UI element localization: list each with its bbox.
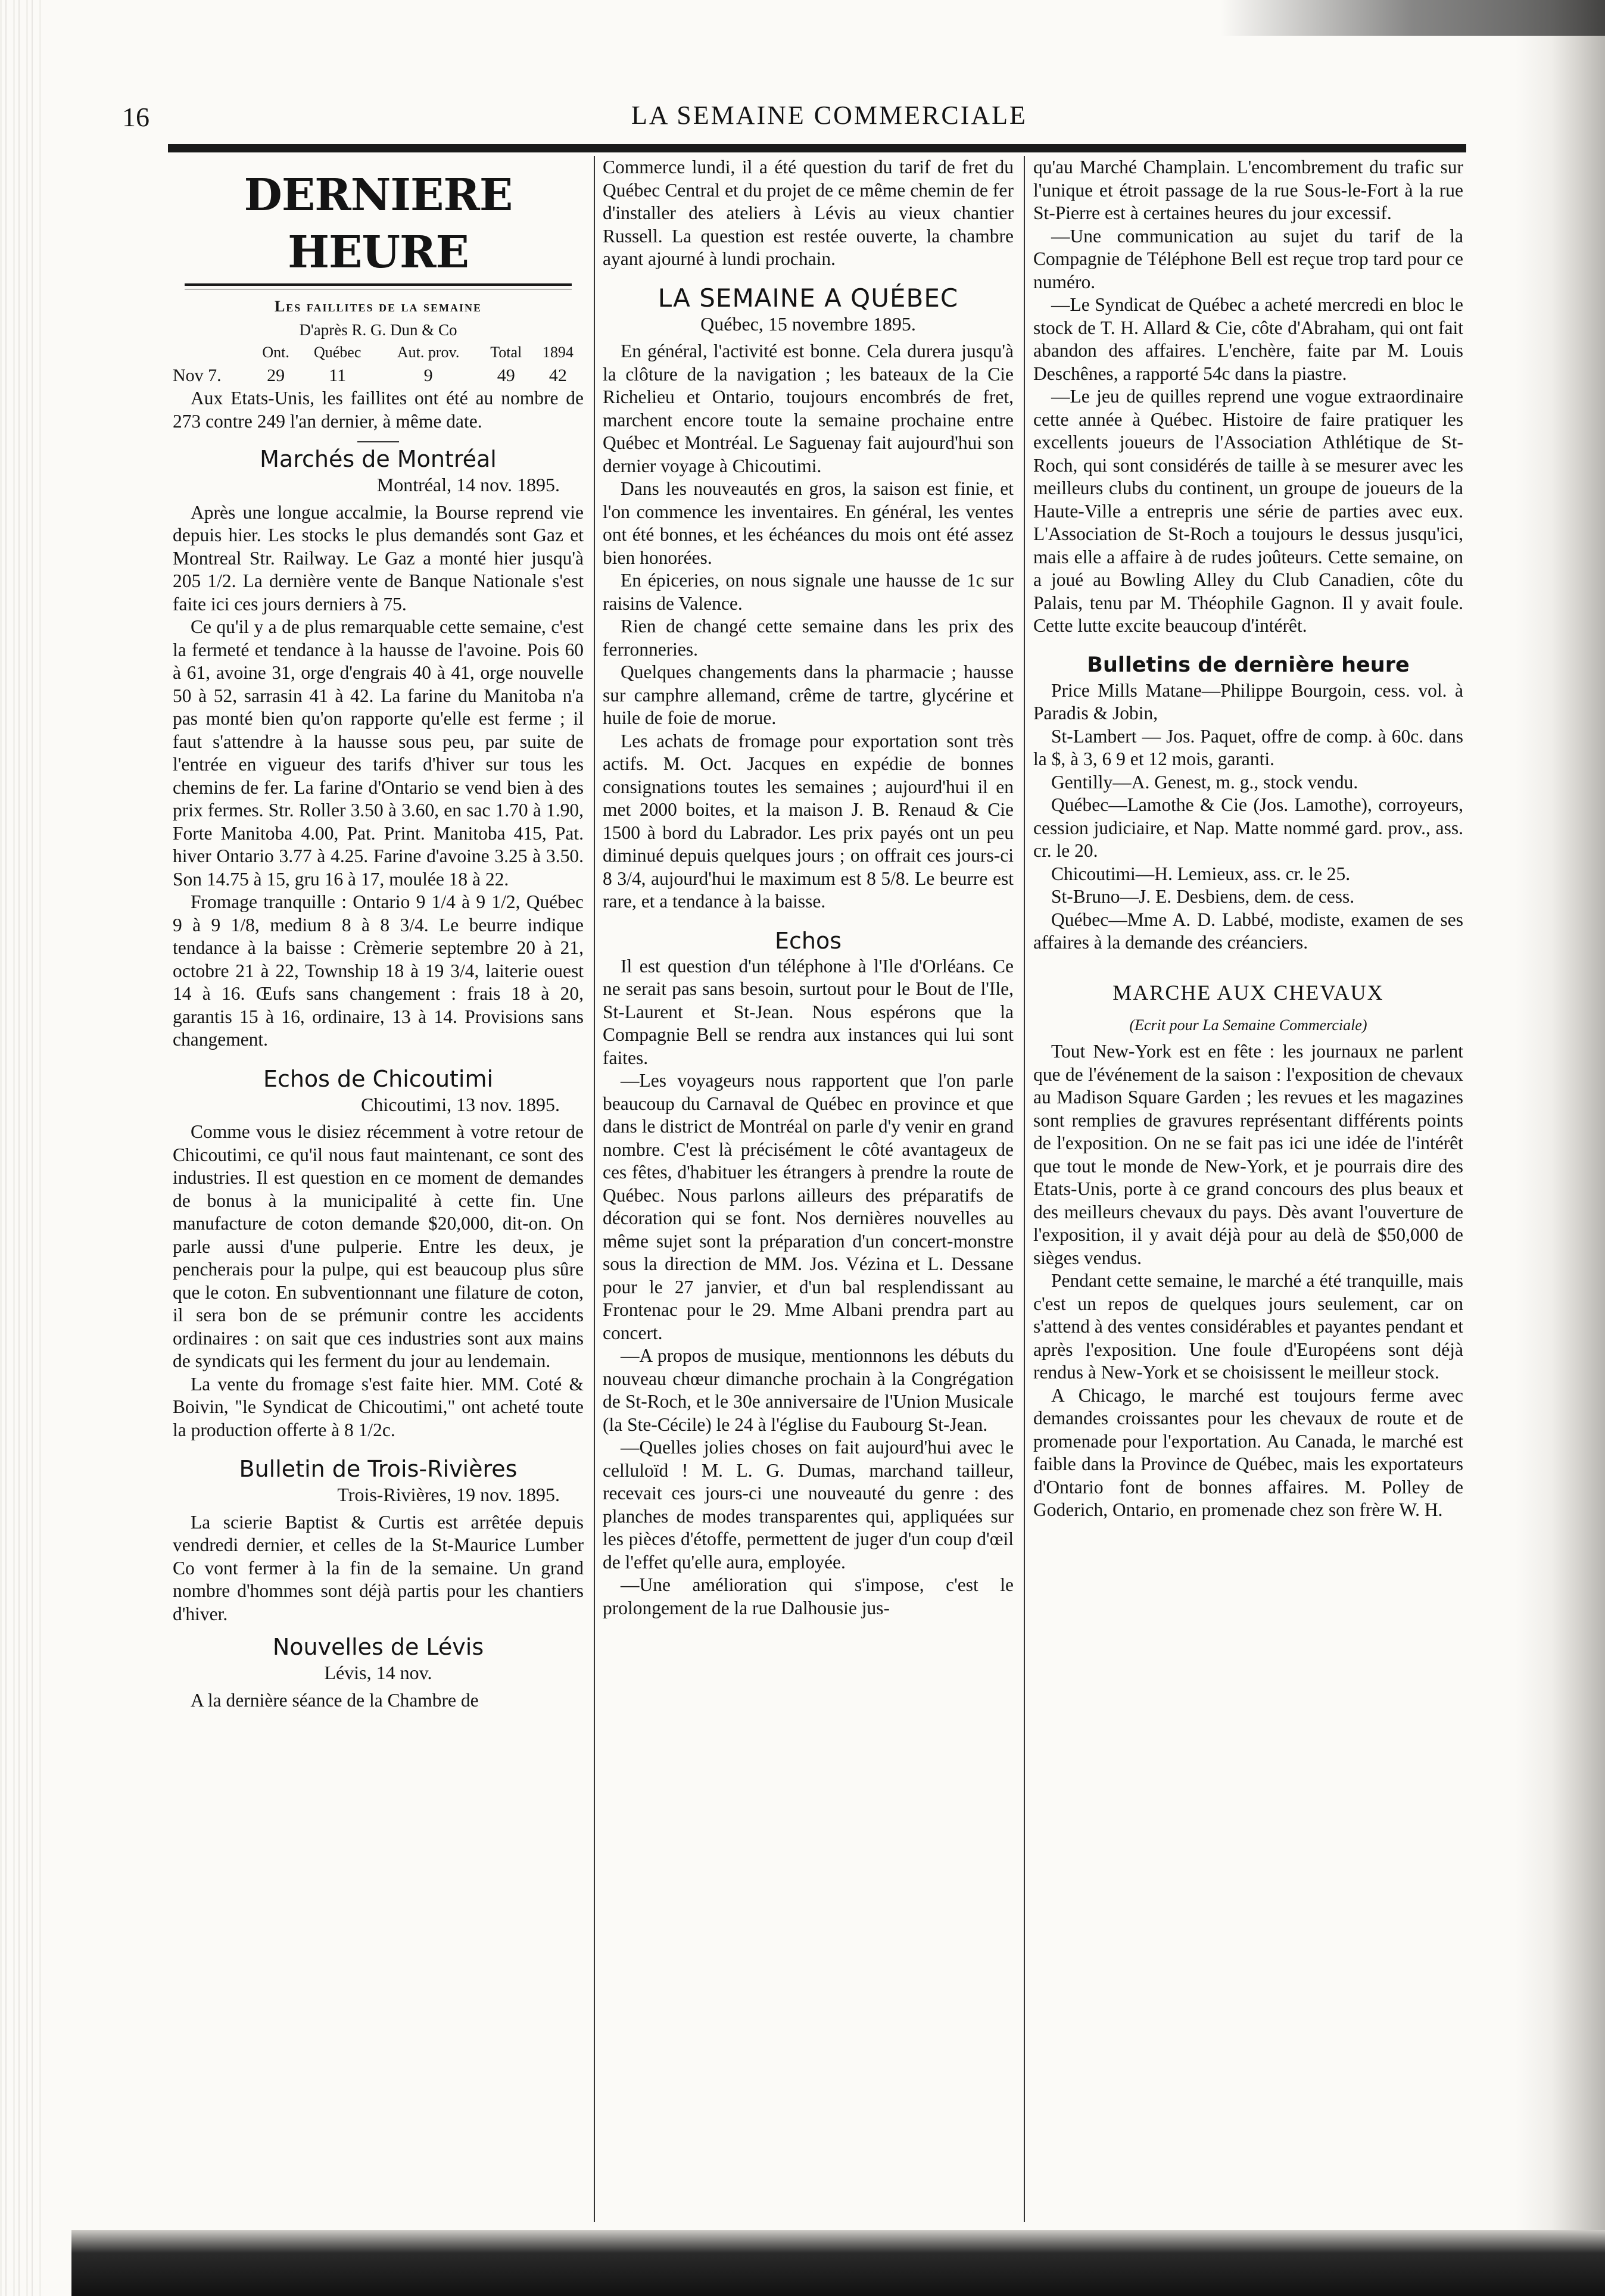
section-rule	[357, 441, 399, 442]
column-1	[173, 156, 584, 1712]
paragraph: A la dernière séance de la Chambre de	[191, 1689, 479, 1711]
dateline: Chicoutimi, 13 nov. 1895.	[361, 1093, 560, 1115]
paragraph: —Le jeu de quilles reprend une vogue extraordinaire cette année à Québec. Histoire de faire pratiquer les excellents joueurs de l'Association Athlétique de St-Roch, qui sont considérés de taille à se mesurer avec les meilleurs clubs du continent, un groupe de joueurs de la Haute-Ville a entrepris une série de parties avec eux. L'Association de St-Roch a toujours le dessus jusqu'ici, mais elle a affaire à de rudes joûteurs. Cette semaine, on a joué au Bowling Alley du Club Canadien, côte du Palais, tenu par M. Théophile Gagnon. Il y avait foule. Cette lutte excite beaucoup d'intérêt.	[1033, 386, 1463, 636]
paragraph: Après une longue accalmie, la Bourse reprend vie depuis hier. Les stocks le plus demandés sont Gaz et Montreal Str. Railway. Le Gaz a monté hier jusqu'à 205 1/2. La dernière vente de Banque Nationale s'est faite ici ces jours derniers à 75.	[173, 501, 584, 614]
column-3	[1033, 156, 1463, 1522]
paragraph: Quelques changements dans la pharmacie ; hausse sur camphre allemand, crême de tartre, glycérine et huile de foie de morue.	[603, 662, 1014, 728]
dateline: Lévis, 14 nov.	[324, 1662, 432, 1683]
dateline: Montréal, 14 nov. 1895.	[376, 474, 560, 495]
paragraph: —Une amélioration qui s'impose, c'est le prolongement de la rue Dalhousie jus-	[603, 1574, 1014, 1618]
faillites-table	[173, 341, 584, 387]
paragraph: Gentilly—A. Genest, m. g., stock vendu.	[1051, 771, 1358, 793]
table-cell: Nov 7.	[173, 365, 222, 385]
paragraph: Comme vous le disiez récemment à votre retour de Chicoutimi, ce qu'il nous faut maintenant, ce sont des industries. Il est question en ce moment de demandes de bonus à la municipalité à cette fin. Une manufacture de coton demande $20,000, dit-on. On parle aussi d'une pulperie. Entre les deux, je pencherais pour la pulpe, qui est beaucoup plus sûre que le coton. En subventionnant une filature de coton, il sera bon de se prémunir contre les accidents ordinaires : on sait que ces industries sont aux mains de syndicats qui les ferment du jour au lendemain.	[173, 1121, 584, 1371]
section-title-chicoutimi: Echos de Chicoutimi	[263, 1065, 494, 1092]
table-cell: 9	[423, 365, 433, 385]
title-rule	[185, 283, 572, 289]
table-cell: 49	[497, 365, 515, 385]
table-header-row	[173, 341, 584, 364]
section-title-quebec: LA SEMAINE A QUÉBEC	[657, 283, 959, 313]
paragraph: Rien de changé cette semaine dans les prix des ferronneries.	[603, 616, 1014, 660]
scan-edge-bottom	[71, 2230, 1605, 2296]
section-title-bulletins: Bulletins de dernière heure	[1087, 653, 1410, 677]
column-divider	[594, 156, 595, 2222]
paragraph: La scierie Baptist & Curtis est arrêtée depuis vendredi dernier, et celles de la St-Maurice Lumber Co vont fermer à la fin de la semaine. Un grand nombre d'hommes sont déjà partis pour les chantiers d'hiver.	[173, 1511, 584, 1624]
page-number: 16	[122, 102, 149, 132]
paragraph: En général, l'activité est bonne. Cela durera jusqu'à la clôture de la navigation ; les bateaux de la Cie Richelieu et Ontario, toujours encombrés de fret, marchent encore toute la semaine prochaine entre Québec et Montréal. Le Saguenay fait aujourd'hui son dernier voyage à Chicoutimi.	[603, 341, 1014, 476]
table-header-cell: Ont.	[262, 344, 289, 361]
table-cell: 11	[329, 365, 347, 385]
faillites-source: D'après R. G. Dun & Co	[299, 320, 457, 339]
table-row	[173, 364, 584, 388]
section-title-echos: Echos	[774, 927, 842, 954]
paragraph: A Chicago, le marché est toujours ferme avec demandes croissantes pour les chevaux de route et de promenade pour l'exportation. Au Canada, le marché est faible dans la Province de Québec, mais les exportateurs d'Ontario font de bonnes affaires. M. Polley de Goderich, Ontario, en promenade chez son frère W. H.	[1033, 1384, 1463, 1520]
paragraph: —Les voyageurs nous rapportent que l'on parle beaucoup du Carnaval de Québec en province et que dans le district de Montréal on parle d'y venir en grand nombre. C'est là précisément le côté avantageux de ces fêtes, d'habituer les étrangers à prendre la route de Québec. Nous parlons ailleurs des préparatifs de décoration qui se font. Nos dernières nouvelles au même sujet sont la préparation d'un concert-monstre sous la direction de MM. Jos. Vézina et L. Dessane pour le 27 janvier, et d'un bal resplendissant au Frontenac pour le 29. Mme Albani prendra part au concert.	[603, 1070, 1014, 1343]
table-header-cell: Aut. prov.	[397, 344, 460, 361]
table-header-cell	[173, 341, 253, 364]
paragraph: —Le Syndicat de Québec a acheté mercredi en bloc le stock de T. H. Allard & Cie, côte d'Abraham, qui ont fait abandon des affaires. L'enchère, faite par M. Louis Deschênes, a rapporté 54c dans la piastre.	[1033, 294, 1463, 384]
main-title: DERNIERE HEURE	[244, 170, 513, 278]
paragraph: Fromage tranquille : Ontario 9 1/4 à 9 1/2, Québec 9 à 9 1/8, medium 8 à 8 3/4. Le beurre indique tendance à la baisse : Crèmerie septembre 20 à 21, octobre 21 à 22, Township 18 à 19 3/4, laiterie ouest 14 à 16. Œufs sans changement : frais 18 à 20, garantis 15 à 16, ordinaire, 13 à 14. Provisions sans changement.	[173, 891, 584, 1050]
paragraph: Price Mills Matane—Philippe Bourgoin, cess. vol. à Paradis & Jobin,	[1033, 679, 1463, 723]
scan-edge-top	[1221, 0, 1605, 36]
paragraph: Les achats de fromage pour exportation sont très actifs. M. Oct. Jacques en expédie de bonnes consignations toutes les semaines ; aujourd'hui il en met 2000 boites, et la maison J. B. Renaud & Cie 1500 à bord du Labrador. Les prix payés ont un peu diminué depuis quelques jours ; on offrait ces jours-ci 8 3/4, aujourd'hui le maximum est 8 5/8. Le beurre est rare, et a tendance à la baisse.	[603, 730, 1014, 912]
dateline: Trois-Rivières, 19 nov. 1895.	[337, 1484, 560, 1505]
table-header-cell: Total	[490, 344, 522, 361]
table-header-cell: 1894	[542, 344, 574, 361]
table-cell: 42	[548, 365, 567, 385]
section-title-chevaux: MARCHE AUX CHEVAUX	[1112, 980, 1384, 1004]
scan-edge-right	[1516, 0, 1605, 2296]
paragraph: —A propos de musique, mentionnons les débuts du nouveau chœur dimanche prochain à la Congrégation de St-Roch, et le 30e anniversaire de l'Union Musicale (la Ste-Cécile) le 24 à l'église du Faubourg St-Jean.	[603, 1345, 1014, 1435]
paragraph: Québec—Lamothe & Cie (Jos. Lamothe), corroyeurs, cession judiciaire, et Nap. Matte nommé gard. prov., ass. cr. le 20.	[1033, 794, 1463, 861]
dateline: Québec, 15 novembre 1895.	[700, 313, 916, 335]
masthead: LA SEMAINE COMMERCIALE	[631, 101, 1027, 130]
paragraph: Commerce lundi, il a été question du tarif de fret du Québec Central et du projet de ce même chemin de fer d'installer des ateliers à Lévis au vieux chantier Russell. La question est restée ouverte, la chambre ayant ajourné à lundi prochain.	[603, 157, 1014, 269]
table-cell: 29	[267, 365, 285, 385]
column-divider	[1024, 156, 1025, 2222]
column-2	[603, 156, 1014, 1620]
byline-note: (Ecrit pour La Semaine Commerciale)	[1129, 1016, 1367, 1034]
section-title-montreal: Marchés de Montréal	[260, 446, 497, 472]
paragraph: La vente du fromage s'est faite hier. MM. Coté & Boivin, "le Syndicat de Chicoutimi," ont acheté toute la production offerte à 8 1/2c.	[173, 1373, 584, 1440]
paragraph: Pendant cette semaine, le marché a été tranquille, mais c'est un repos de quelques jours seulement, car on s'attend à des ventes considérables et payantes pendant et après l'exposition. Une foule d'Européens sont déjà rendus à New-York et se choisissent le meilleur stock.	[1033, 1270, 1463, 1383]
table-header-cell: Québec	[313, 344, 361, 361]
paragraph: Ce qu'il y a de plus remarquable cette semaine, c'est la fermeté et tendance à la hausse de l'avoine. Pois 60 à 61, avoine 31, orge d'engrais 40 à 41, orge nouvelle 50 à 52, sarrasin 41 à 42. La farine du Manitoba n'a pas monté bien qu'on rapporte qu'elle est ferme ; il faut s'attendre à la hausse sous peu, par suite de l'entrée en vigueur des tarifs d'hiver sur tous les chemins de fer. La farine d'Ontario se vend bien à des prix fermes. Str. Roller 3.50 à 3.60, en sac 1.70 à 1.90, Forte Manitoba 4.00, Pat. Print. Manitoba 415, Pat. hiver Ontario 3.77 à 4.25. Farine d'avoine 3.25 à 3.50. Son 14.75 à 15, gru 16 à 17, moulée 18 à 22.	[173, 616, 584, 890]
paragraph: Tout New-York est en fête : les journaux ne parlent que de l'événement de la saison : l'exposition de chevaux au Madison Square Garden ; les revues et les magazines sont remplies de gravures représentant différents points de l'exposition. On ne se fait pas ici une idée de l'intérêt que tout le monde de New-York, et je pourrais dire des Etats-Unis, porte à ce grand concours des plus beaux et des meilleurs chevaux du pays. Dès avant l'ouverture de l'exposition, il y avait déjà pour au delà de $50,000 de sièges vendus.	[1033, 1041, 1463, 1268]
paragraph: Il est question d'un téléphone à l'Ile d'Orléans. Ce ne serait pas sans besoin, surtout pour le Bout de l'Ile, St-Laurent et St-Jean. Nous espérons que la Compagnie Bell se rendra aux instances qui lui sont faites.	[603, 955, 1014, 1068]
header-rule	[168, 144, 1466, 152]
paragraph: St-Bruno—J. E. Desbiens, dem. de cess.	[1051, 886, 1355, 907]
paragraph: —Quelles jolies choses on fait aujourd'hui avec le celluloïd ! M. L. G. Dumas, marchand tailleur, recevait ces jours-ci une nouveauté du genre : des planches de modes transparentes qui, appliquées sur les pièces d'étoffe, permettent de juger d'un coup d'œil de l'effet qu'elle aura, employée.	[603, 1437, 1014, 1573]
paragraph: Québec—Mme A. D. Labbé, modiste, examen de ses affaires à la demande des créanciers.	[1033, 909, 1463, 953]
paragraph: Dans les nouveautés en gros, la saison est finie, et l'on commence les inventaires. En général, les ventes ont été bonnes, et les échéances du mois ont été assez bien honorées.	[603, 478, 1014, 568]
paragraph: En épiceries, on nous signale une hausse de 1c sur raisins de Valence.	[603, 570, 1014, 614]
paragraph: qu'au Marché Champlain. L'encombrement du trafic sur l'unique et étroit passage de la rue Sous-le-Fort à la rue St-Pierre est à certaines heures du jour excessif.	[1033, 157, 1463, 223]
section-title-levis: Nouvelles de Lévis	[272, 1634, 484, 1660]
section-title-trois-rivieres: Bulletin de Trois-Rivières	[239, 1456, 518, 1482]
paragraph: St-Lambert — Jos. Paquet, offre de comp. à 60c. dans la $, à 3, 6 9 et 12 mois, garanti.	[1033, 725, 1463, 769]
faillites-title: Les faillites de la semaine	[274, 298, 482, 315]
scan-edge-left	[0, 0, 42, 2296]
paragraph: Chicoutimi—H. Lemieux, ass. cr. le 25.	[1051, 863, 1351, 884]
faillites-text: Aux Etats-Unis, les faillites ont été au nombre de 273 contre 249 l'an dernier, à même date.	[173, 388, 584, 432]
paragraph: —Une communication au sujet du tarif de la Compagnie de Téléphone Bell est reçue trop tard pour ce numéro.	[1033, 225, 1463, 292]
